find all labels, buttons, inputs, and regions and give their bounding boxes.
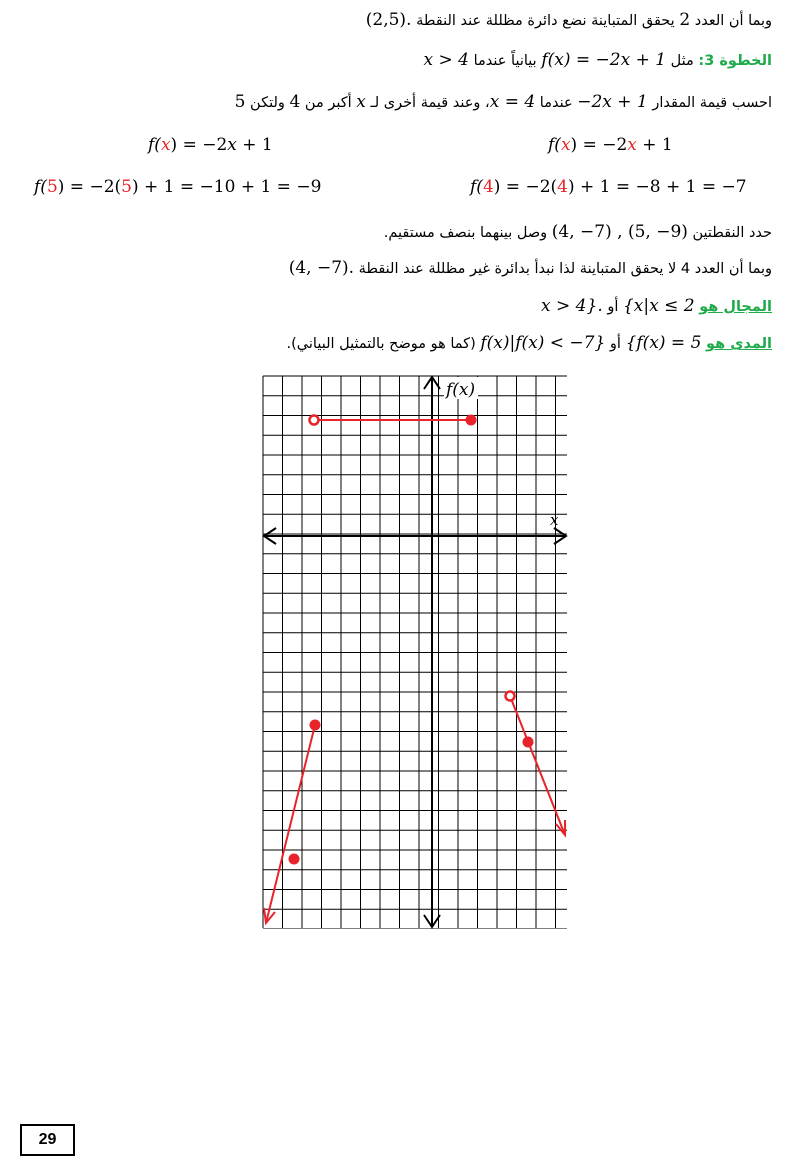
text-line-7 <box>28 258 772 278</box>
text: وصل بينهما بنصف مستقيم. <box>383 225 548 241</box>
curve-top-segment <box>310 415 477 426</box>
math: −2x + 1 <box>577 92 648 112</box>
open-point <box>506 692 515 701</box>
text: (كما هو موضح بالتمثيل البياني). <box>286 336 476 352</box>
text: احسب قيمة المقدار <box>652 95 772 111</box>
text: يحقق المتباينة نضع دائرة مظللة عند النقطة <box>416 13 675 29</box>
math: 5 <box>234 92 246 112</box>
text: بيانياً عندما <box>473 53 537 69</box>
grid <box>263 376 567 929</box>
equation-left-def: f(x) = −2x + 1 <box>148 135 273 155</box>
text: ولتكن <box>250 95 285 111</box>
text: أو <box>609 336 621 352</box>
text: ، وعند قيمة أخرى لـ <box>370 95 490 111</box>
text: وبما أن العدد 4 لا يحقق المتباينة لذا نبدأ بدائرة غير مظللة عند النقطة <box>358 261 772 277</box>
math: x > 4 <box>423 50 470 70</box>
math: f(x)|f(x) < −7} <box>480 333 606 353</box>
text: عندما <box>539 95 573 111</box>
closed-point <box>289 854 300 865</box>
step-heading: الخطوة 3: <box>698 53 772 69</box>
equation-right-def: f(x) = −2x + 1 <box>548 135 673 155</box>
text: حدد النقطتين <box>692 225 772 241</box>
math: {x|x ≤ 2 <box>622 296 695 316</box>
closed-point <box>523 737 534 748</box>
curve-right-ray <box>506 692 566 836</box>
equation-right-val: f(4) = −2(4) + 1 = −8 + 1 = −7 <box>470 177 747 197</box>
math: x > 4}. <box>541 296 603 316</box>
closed-point <box>466 415 477 426</box>
math: 2 <box>679 10 691 30</box>
text-line-9 <box>28 333 772 353</box>
x-axis-label: x <box>550 511 559 529</box>
closed-point <box>310 720 321 731</box>
math: x <box>356 92 366 112</box>
math: f(x) = −2x + 1 <box>541 50 667 70</box>
math: {f(x) = 5 <box>625 333 702 353</box>
curve-left-ray <box>264 720 321 924</box>
math: (2,5). <box>365 10 412 30</box>
open-point <box>310 416 319 425</box>
x-axis <box>264 528 566 544</box>
range-heading: المدى هو <box>706 336 772 352</box>
text: مثل <box>670 53 694 69</box>
math: (4, −7). <box>288 258 355 278</box>
text: أكبر من <box>304 95 352 111</box>
math: x = 4 <box>489 92 536 112</box>
page-number: 29 <box>20 1124 75 1156</box>
text-line-8 <box>28 296 772 316</box>
math: 4 <box>289 92 301 112</box>
text-line-3 <box>28 92 772 112</box>
text: وبما أن العدد <box>694 13 772 29</box>
text: أو <box>607 299 619 315</box>
text-line-1 <box>28 10 772 30</box>
math: (4, −7) , (5, −9) <box>551 222 688 242</box>
text-line-6 <box>28 222 772 242</box>
function-graph <box>262 375 568 929</box>
y-axis-label: f(x) <box>446 380 476 400</box>
equation-left-val: f(5) = −2(5) + 1 = −10 + 1 = −9 <box>34 177 322 197</box>
text-line-2 <box>28 50 772 70</box>
domain-heading: المجال هو <box>699 299 772 315</box>
